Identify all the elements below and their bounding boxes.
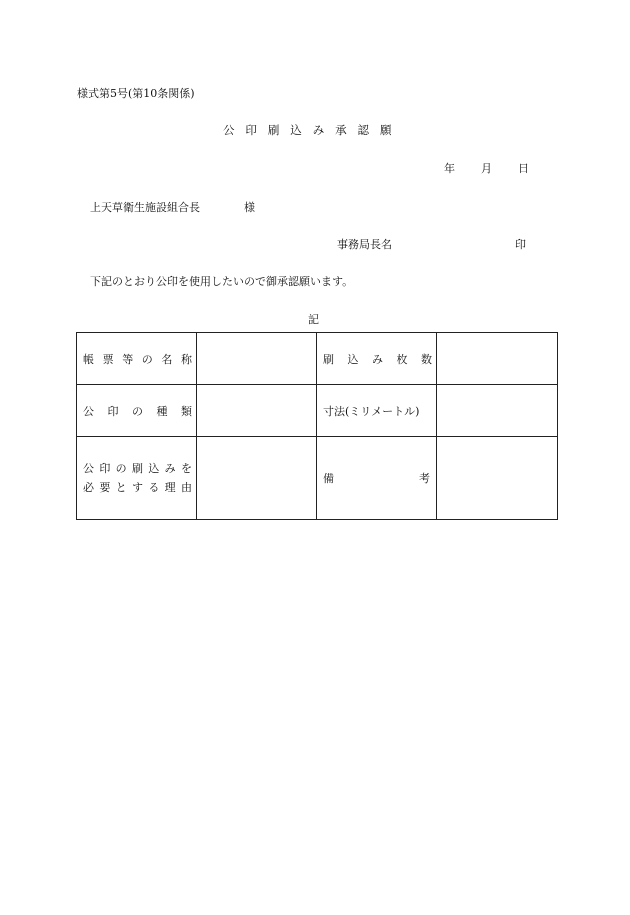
- document-title: 公印刷込み承認願: [223, 123, 403, 137]
- form-name-value-cell[interactable]: [197, 333, 317, 385]
- print-count-label-cell: [317, 333, 437, 385]
- addressee-honorific: 様: [244, 201, 255, 214]
- detail-table: [76, 332, 558, 520]
- seal-type-label: 公印の種類: [83, 404, 192, 418]
- body-text: 下記のとおり公印を使用したいので御承認願います。: [90, 275, 354, 288]
- reason-value-cell[interactable]: [197, 437, 317, 520]
- remarks-value-cell[interactable]: [437, 437, 558, 520]
- table-row: [77, 333, 558, 385]
- reason-label-line1: 公印の刷込みを: [83, 462, 192, 475]
- year-label: 年: [444, 162, 455, 175]
- ki-mark: 記: [308, 313, 319, 326]
- table-row: [77, 385, 558, 437]
- form-number: 様式第5号(第10条関係): [77, 87, 195, 100]
- month-label: 月: [481, 162, 492, 175]
- applicant-label: 事務局長名: [337, 238, 392, 251]
- form-name-label-cell: [77, 333, 197, 385]
- dimensions-label-cell: [317, 385, 437, 437]
- applicant-line: [337, 236, 526, 252]
- remarks-label: 備考: [323, 472, 430, 485]
- day-label: 日: [518, 162, 529, 175]
- seal-type-value-cell[interactable]: [197, 385, 317, 437]
- seal-type-label-cell: [77, 385, 197, 437]
- dimensions-label: 寸法(ミリメートル): [323, 404, 420, 418]
- reason-label-line2: 必要とする理由: [83, 481, 192, 494]
- table-row: [77, 437, 558, 520]
- form-name-label: 帳票等の名称: [83, 352, 192, 366]
- seal-mark: 印: [515, 238, 526, 251]
- remarks-label-cell: [317, 437, 437, 520]
- date-line: [444, 160, 529, 176]
- print-count-label: 刷込み枚数: [323, 352, 432, 366]
- addressee-name: 上天草衛生施設組合長: [90, 201, 200, 214]
- addressee: [90, 199, 255, 215]
- print-count-value-cell[interactable]: [437, 333, 558, 385]
- dimensions-value-cell[interactable]: [437, 385, 558, 437]
- reason-label-cell: [77, 437, 197, 520]
